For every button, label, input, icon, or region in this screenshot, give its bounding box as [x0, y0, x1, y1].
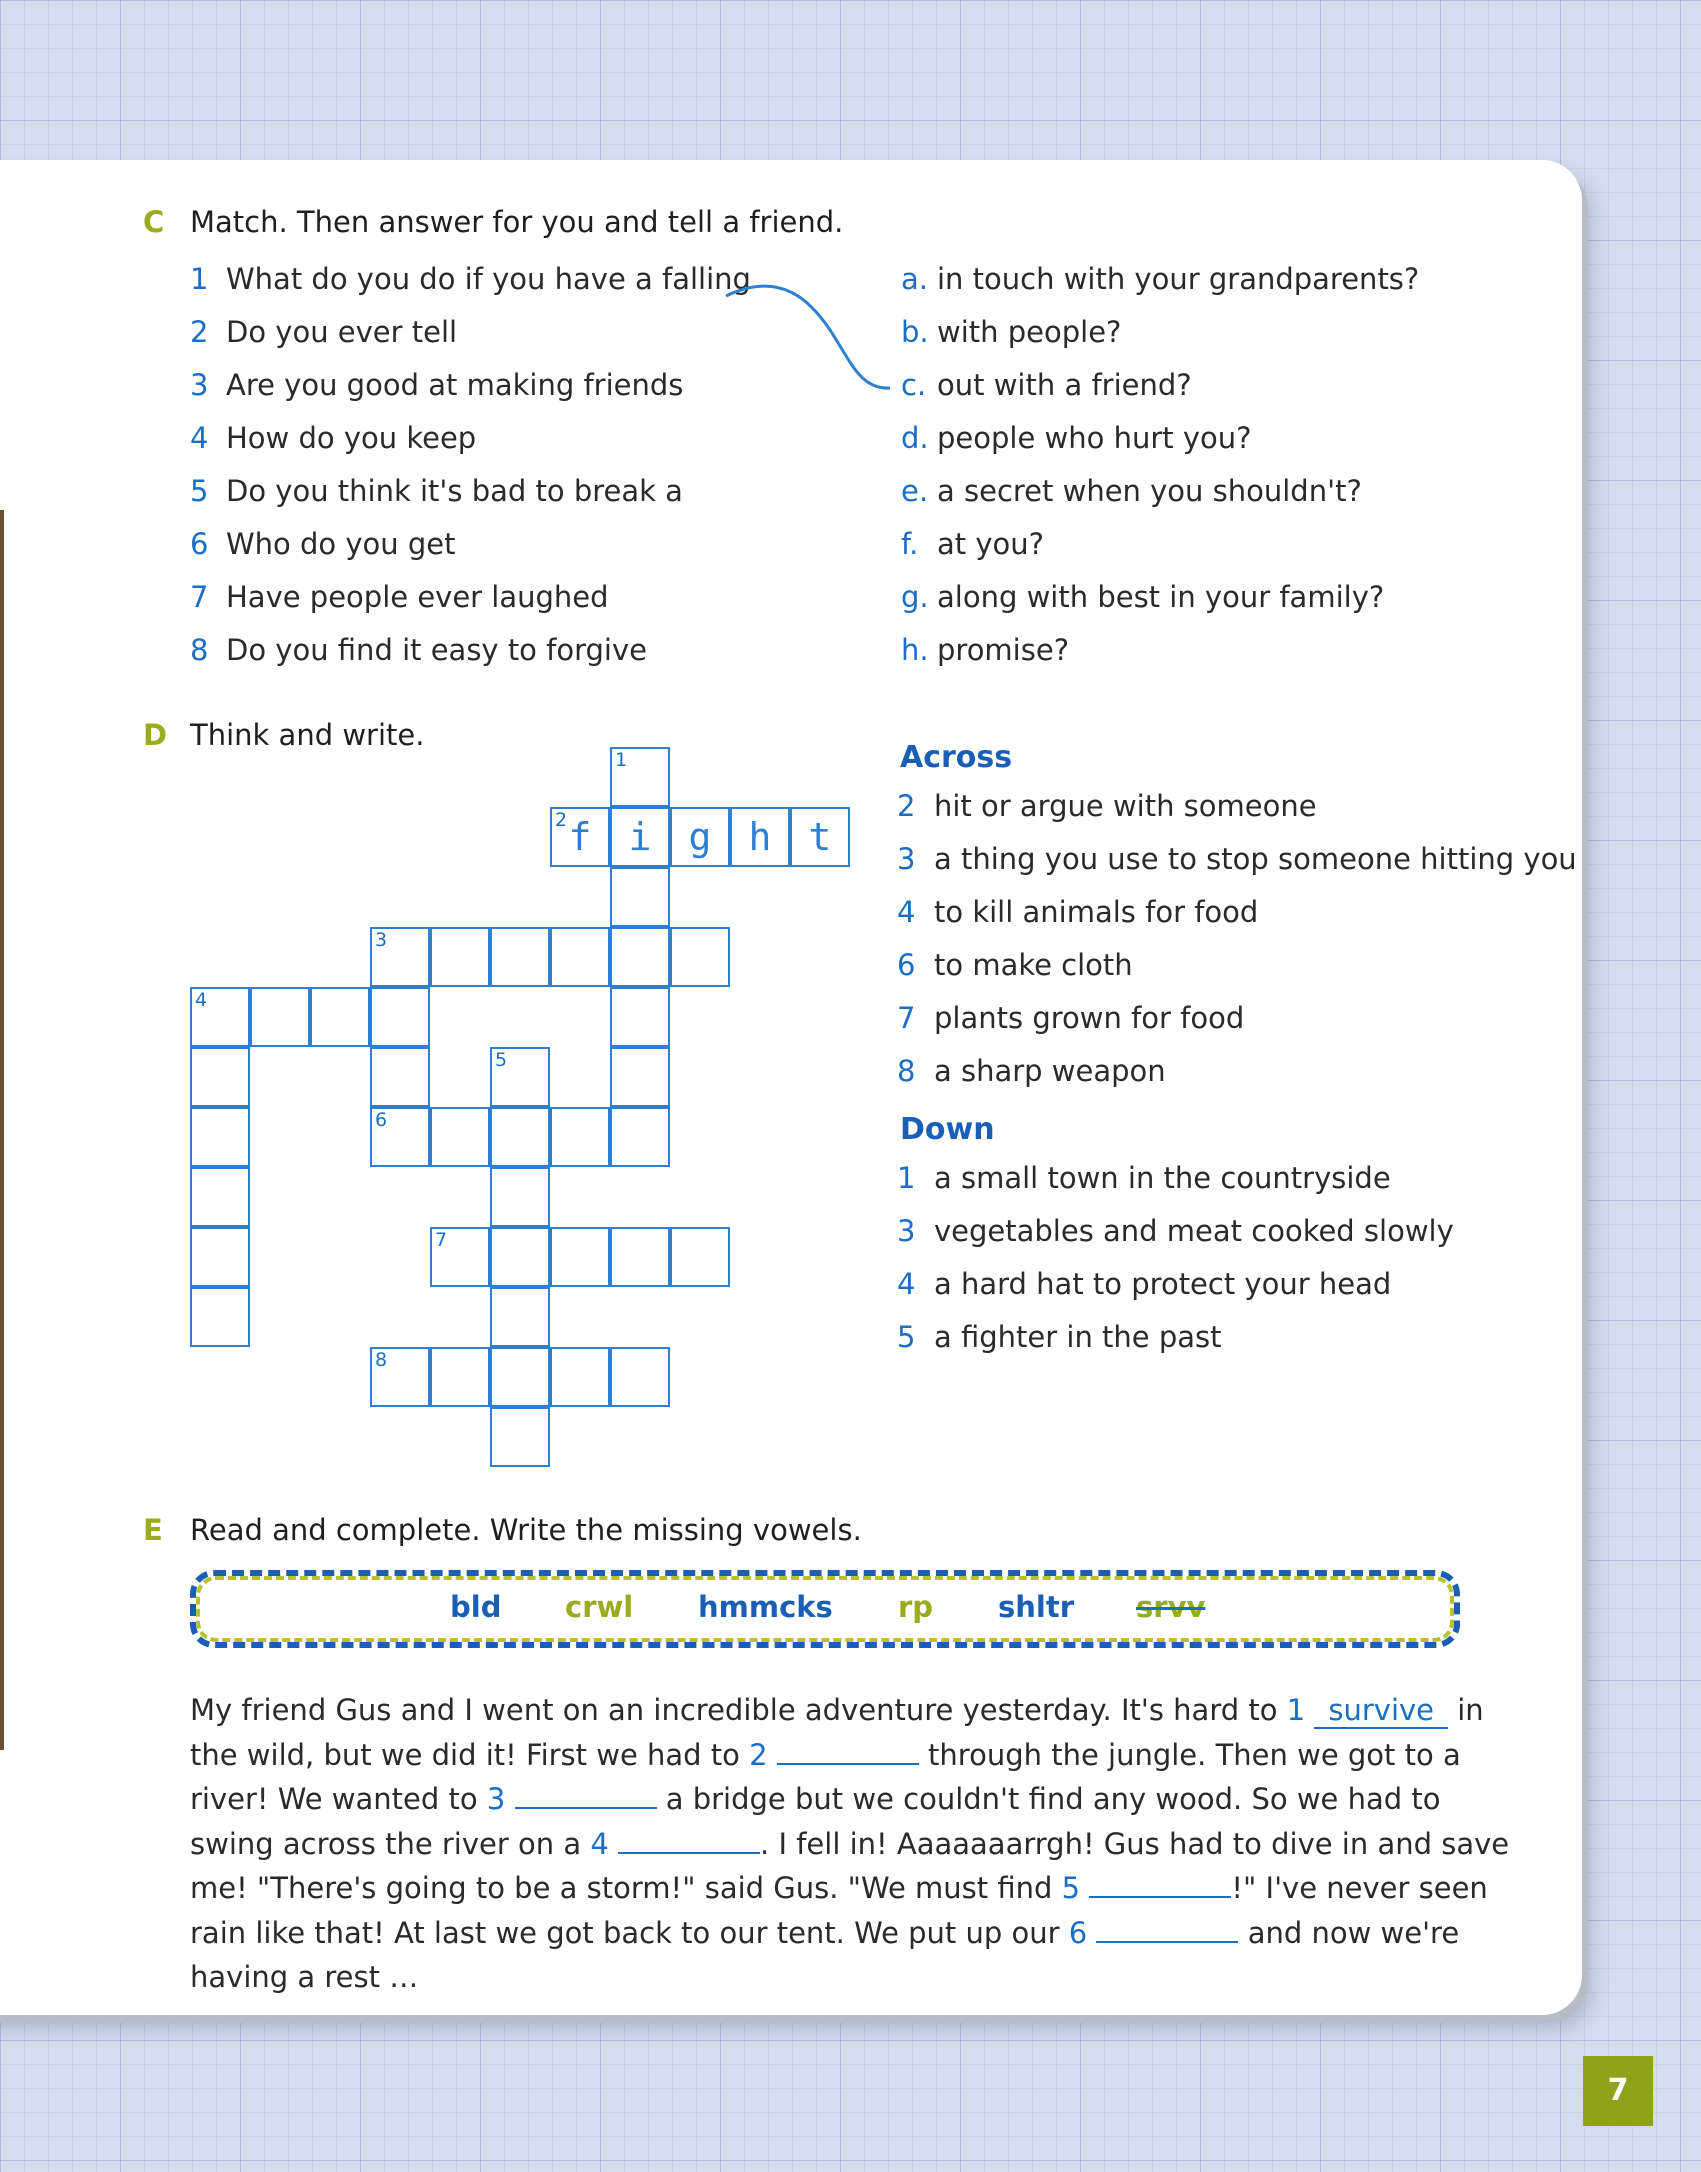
- crossword-cell[interactable]: [610, 1347, 670, 1407]
- blank-4[interactable]: [618, 1824, 760, 1854]
- crossword-cell[interactable]: [610, 927, 670, 987]
- word-bld: bld: [450, 1590, 502, 1624]
- crossword-cell[interactable]: [190, 1287, 250, 1347]
- crossword-cell[interactable]: [550, 1107, 610, 1167]
- crossword-cell[interactable]: [370, 987, 430, 1047]
- crossword-cell[interactable]: [430, 1107, 490, 1167]
- list-item: 4 a hard hat to protect your head: [897, 1267, 1392, 1301]
- crossword-cell[interactable]: [490, 1167, 550, 1227]
- crossword-cell[interactable]: [490, 927, 550, 987]
- list-item: 1 What do you do if you have a falling: [190, 262, 751, 296]
- list-item: g. along with best in your family?: [901, 580, 1385, 614]
- list-item: 3 Are you good at making friends: [190, 368, 684, 402]
- match-example-line: [720, 270, 900, 400]
- crossword-letter: h: [748, 815, 772, 859]
- section-e-letter: E: [143, 1513, 163, 1547]
- crossword-cell[interactable]: [550, 1347, 610, 1407]
- blank-6[interactable]: [1096, 1913, 1238, 1943]
- crossword-cell[interactable]: [370, 1047, 430, 1107]
- list-item: 6 to make cloth: [897, 948, 1133, 982]
- crossword-cell[interactable]: [490, 1407, 550, 1467]
- crossword-clue-number: 8: [375, 1349, 388, 1371]
- crossword-letter: i: [628, 815, 652, 859]
- crossword-cell[interactable]: [310, 987, 370, 1047]
- crossword-cell[interactable]: [670, 807, 730, 867]
- crossword-clue-number: 6: [375, 1109, 388, 1131]
- list-item: 2 hit or argue with someone: [897, 789, 1317, 823]
- crossword-clue-number: 5: [495, 1049, 508, 1071]
- word-crwl: crwl: [565, 1590, 634, 1624]
- crossword-cell[interactable]: [490, 1047, 550, 1107]
- down-clues: [897, 1152, 1454, 1364]
- page-number: 7: [1583, 2056, 1653, 2126]
- list-item: 4 to kill animals for food: [897, 895, 1259, 929]
- list-item: 6 Who do you get: [190, 527, 456, 561]
- section-d-title: Think and write.: [190, 718, 425, 752]
- list-item: 4 How do you keep: [190, 421, 477, 455]
- crossword-clue-number: 7: [435, 1229, 448, 1251]
- list-item: 7 Have people ever laughed: [190, 580, 609, 614]
- match-right-list: [901, 253, 1419, 677]
- crossword-cell[interactable]: [610, 1107, 670, 1167]
- crossword-cell[interactable]: [610, 1227, 670, 1287]
- crossword-cell[interactable]: [490, 1107, 550, 1167]
- list-item: d. people who hurt you?: [901, 421, 1252, 455]
- crossword-cell[interactable]: [610, 1047, 670, 1107]
- blank-3[interactable]: [515, 1779, 657, 1809]
- crossword-cell[interactable]: [430, 1347, 490, 1407]
- across-clues: [897, 780, 1577, 1098]
- page-edge-strip: [0, 510, 4, 1750]
- down-heading: Down: [900, 1112, 995, 1147]
- list-item: f. at you?: [901, 527, 1045, 561]
- crossword-cell[interactable]: [430, 1227, 490, 1287]
- crossword-cell[interactable]: [370, 1107, 430, 1167]
- list-item: e. a secret when you shouldn't?: [901, 474, 1362, 508]
- crossword-cell[interactable]: [550, 1227, 610, 1287]
- crossword-cell[interactable]: [550, 807, 610, 867]
- section-c-letter: C: [143, 205, 165, 239]
- list-item: 2 Do you ever tell: [190, 315, 458, 349]
- list-item: 3 a thing you use to stop someone hitting you: [897, 842, 1577, 876]
- crossword-cell[interactable]: [190, 1107, 250, 1167]
- list-item: 3 vegetables and meat cooked slowly: [897, 1214, 1454, 1248]
- list-item: c. out with a friend?: [901, 368, 1192, 402]
- crossword-cell[interactable]: [670, 1227, 730, 1287]
- match-left-list: [190, 253, 751, 677]
- crossword-cell[interactable]: [610, 867, 670, 927]
- crossword-cell[interactable]: [190, 1047, 250, 1107]
- word-shltr: shltr: [998, 1590, 1075, 1624]
- crossword-cell[interactable]: [670, 927, 730, 987]
- section-e-title: Read and complete. Write the missing vowels.: [190, 1513, 862, 1547]
- example-answer: survive: [1314, 1693, 1448, 1729]
- list-item: b. with people?: [901, 315, 1122, 349]
- list-item: 5 a fighter in the past: [897, 1320, 1222, 1354]
- list-item: 1 a small town in the countryside: [897, 1161, 1391, 1195]
- crossword-cell[interactable]: [430, 927, 490, 987]
- crossword-cell[interactable]: [370, 927, 430, 987]
- list-item: h. promise?: [901, 633, 1070, 667]
- list-item: a. in touch with your grandparents?: [901, 262, 1420, 296]
- crossword-cell[interactable]: [730, 807, 790, 867]
- word-rp: rp: [898, 1590, 934, 1624]
- crossword-cell[interactable]: [190, 1167, 250, 1227]
- crossword-cell[interactable]: [490, 1287, 550, 1347]
- crossword-clue-number: 4: [195, 989, 208, 1011]
- blank-2[interactable]: [777, 1735, 919, 1765]
- list-item: 5 Do you think it's bad to break a: [190, 474, 683, 508]
- crossword-letter: f: [568, 815, 592, 859]
- crossword-letter: g: [688, 815, 712, 859]
- crossword-cell[interactable]: [250, 987, 310, 1047]
- crossword-cell[interactable]: [610, 807, 670, 867]
- section-d-letter: D: [143, 718, 168, 752]
- blank-5[interactable]: [1089, 1868, 1231, 1898]
- story-text: My friend Gus and I went on an incredible adventure yesterday. It's hard to 1 survive in the wild, but we did it! First we had to 2 through the jungle. Then we got to a river! We wanted to 3 a bridge but we couldn't find any wood. So we had to swing across the river on a 4 . I fell in! Aaaaaaarrgh! Gus had to dive in and save me! "There's going to be a storm!" said Gus. "We must find 5 !" I've never seen rain like that! At last we got back to our tent. We put up our 6 and now we're having a rest …: [190, 1693, 1510, 1994]
- section-c-title: Match. Then answer for you and tell a friend.: [190, 205, 844, 239]
- crossword-cell[interactable]: [610, 987, 670, 1047]
- crossword-cell[interactable]: [790, 807, 850, 867]
- crossword-clue-number: 1: [615, 749, 628, 771]
- crossword-cell[interactable]: [190, 1227, 250, 1287]
- word-hmmcks: hmmcks: [698, 1590, 833, 1624]
- list-item: 8 Do you find it easy to forgive: [190, 633, 647, 667]
- crossword-clue-number: 2: [555, 809, 568, 831]
- crossword-cell[interactable]: [190, 987, 250, 1047]
- crossword-cell[interactable]: [490, 1347, 550, 1407]
- across-heading: Across: [900, 740, 1013, 775]
- list-item: 7 plants grown for food: [897, 1001, 1245, 1035]
- crossword-letter: t: [808, 815, 832, 859]
- crossword-cell[interactable]: [610, 747, 670, 807]
- crossword-cell[interactable]: [490, 1227, 550, 1287]
- crossword-cell[interactable]: [550, 927, 610, 987]
- crossword-clue-number: 3: [375, 929, 388, 951]
- word-srvv-crossed: srvv: [1136, 1590, 1206, 1624]
- crossword-cell[interactable]: [370, 1347, 430, 1407]
- list-item: 8 a sharp weapon: [897, 1054, 1166, 1088]
